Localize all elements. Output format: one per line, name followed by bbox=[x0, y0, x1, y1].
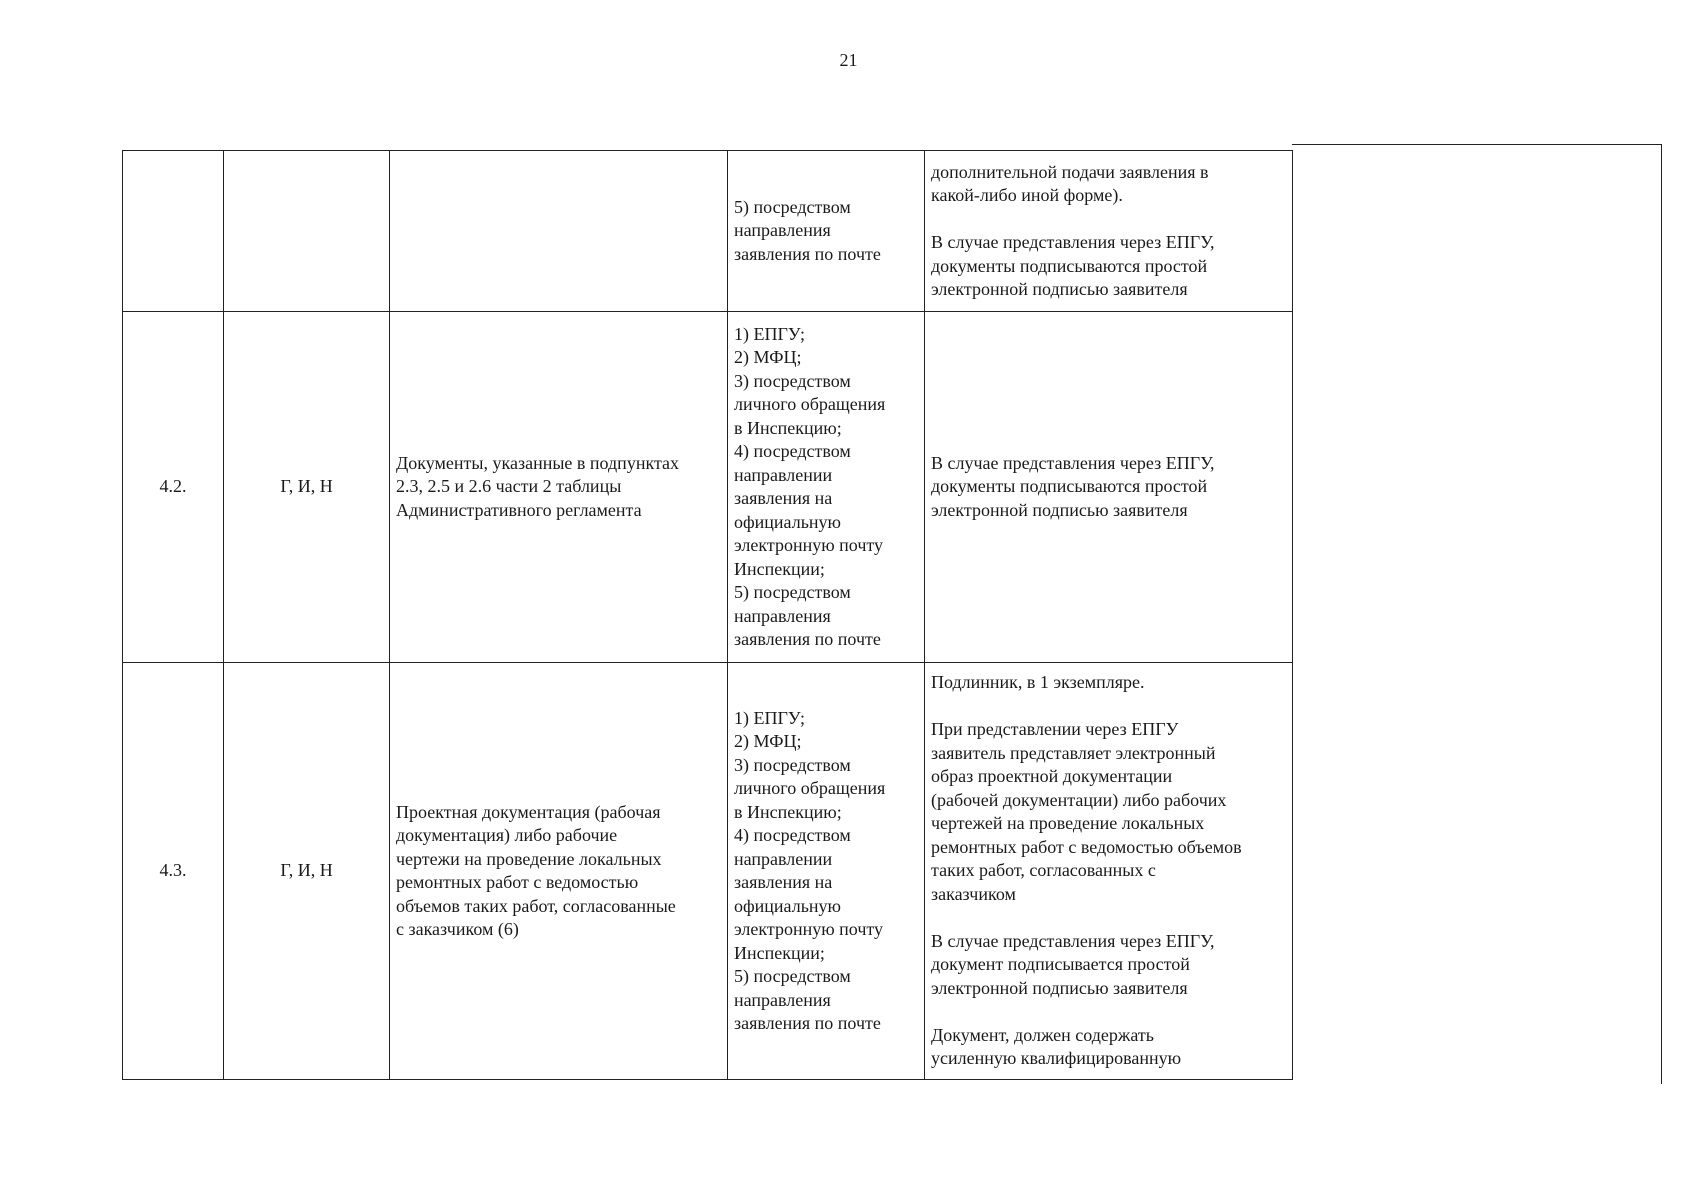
table-row bbox=[123, 312, 1293, 663]
applicant-codes-cell: Г, И, Н bbox=[224, 663, 390, 1080]
notes-cell: Подлинник, в 1 экземпляре. При представлении через ЕПГУ заявитель представляет электронный образ проектной документации (рабочей документации) либо рабочих чертежей на проведение локальных ремонтных работ с ведомостью объемов таких работ, согласованных с заказчиком В случае представления через ЕПГУ, документ подписывается простой электронной подписью заявителя Документ, должен содержать усиленную квалифицированную bbox=[925, 663, 1293, 1080]
submission-methods-cell: 1) ЕПГУ; 2) МФЦ; 3) посредством личного обращения в Инспекцию; 4) посредством направлении заявления на официальную электронную почту Инспекции; 5) посредством направления заявления по почте bbox=[728, 663, 925, 1080]
document-name-cell: Документы, указанные в подпунктах 2.3, 2.5 и 2.6 части 2 таблицы Административного регламента bbox=[390, 312, 728, 663]
notes-cell: В случае представления через ЕПГУ, документы подписываются простой электронной подписью заявителя bbox=[925, 312, 1293, 663]
table-row bbox=[123, 663, 1293, 1080]
applicant-codes-cell bbox=[224, 151, 390, 312]
row-number-cell bbox=[123, 151, 224, 312]
table-row bbox=[123, 151, 1293, 312]
document-name-cell: Проектная документация (рабочая документация) либо рабочие чертежи на проведение локальных ремонтных работ с ведомостью объемов таких работ, согласованные с заказчиком (6) bbox=[390, 663, 728, 1080]
notes-cell: дополнительной подачи заявления в какой-либо иной форме). В случае представления через ЕПГУ, документы подписываются простой электронной подписью заявителя bbox=[925, 151, 1293, 312]
row-number-cell: 4.3. bbox=[123, 663, 224, 1080]
documents-table bbox=[122, 150, 1293, 1080]
applicant-codes-cell: Г, И, Н bbox=[224, 312, 390, 663]
submission-methods-cell: 1) ЕПГУ; 2) МФЦ; 3) посредством личного обращения в Инспекцию; 4) посредством направлении заявления на официальную электронную почту Инспекции; 5) посредством направления заявления по почте bbox=[728, 312, 925, 663]
page-number: 21 bbox=[839, 50, 858, 70]
submission-methods-cell: 5) посредством направления заявления по почте bbox=[728, 151, 925, 312]
row-number-cell: 4.2. bbox=[123, 312, 224, 663]
adjacent-table-frame bbox=[1292, 144, 1662, 1084]
document-name-cell bbox=[390, 151, 728, 312]
